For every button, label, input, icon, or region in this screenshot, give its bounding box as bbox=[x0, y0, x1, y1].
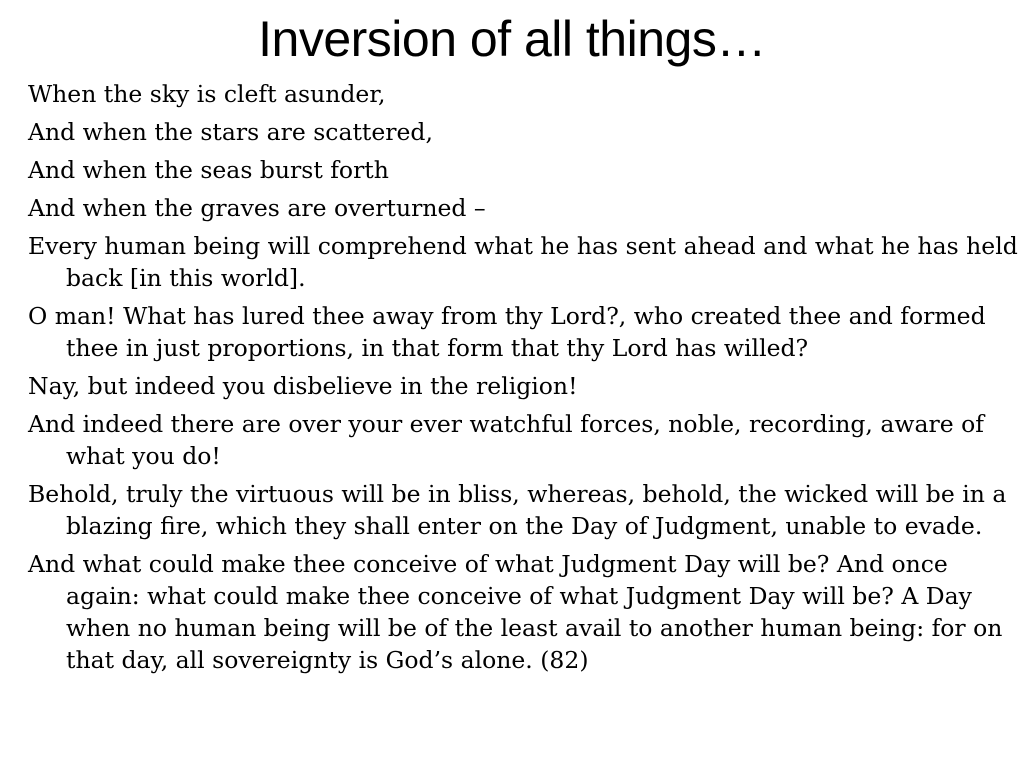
verse-paragraph: And when the stars are scattered, bbox=[28, 118, 433, 146]
verse-paragraph: Nay, but indeed you disbelieve in the religion! bbox=[28, 372, 578, 400]
verse-paragraph: And what could make thee conceive of what Judgment Day will be? And once again: what could make thee conceive of what Judgment Day will be? A Day when no human being will be of the least avail to another human being: for on that day, all sovereignty is God’s alone. (82) bbox=[28, 550, 1003, 674]
verse-paragraph: When the sky is cleft asunder, bbox=[28, 80, 386, 108]
verse-paragraph: And when the seas burst forth bbox=[28, 156, 389, 184]
verse-paragraph: And when the graves are overturned – bbox=[28, 194, 486, 222]
verse-paragraph: And indeed there are over your ever watchful forces, noble, recording, aware of what you do! bbox=[28, 410, 984, 470]
slide-title: Inversion of all things… bbox=[258, 11, 766, 67]
verse-paragraph: Every human being will comprehend what he has sent ahead and what he has held back [in this world]. bbox=[28, 232, 1018, 292]
verse-list bbox=[28, 78, 1018, 679]
verse-paragraph: O man! What has lured thee away from thy Lord?, who created thee and formed thee in just proportions, in that form that thy Lord has willed? bbox=[28, 302, 986, 362]
verse-paragraph: Behold, truly the virtuous will be in bliss, whereas, behold, the wicked will be in a blazing fire, which they shall enter on the Day of Judgment, unable to evade. bbox=[28, 480, 1007, 540]
